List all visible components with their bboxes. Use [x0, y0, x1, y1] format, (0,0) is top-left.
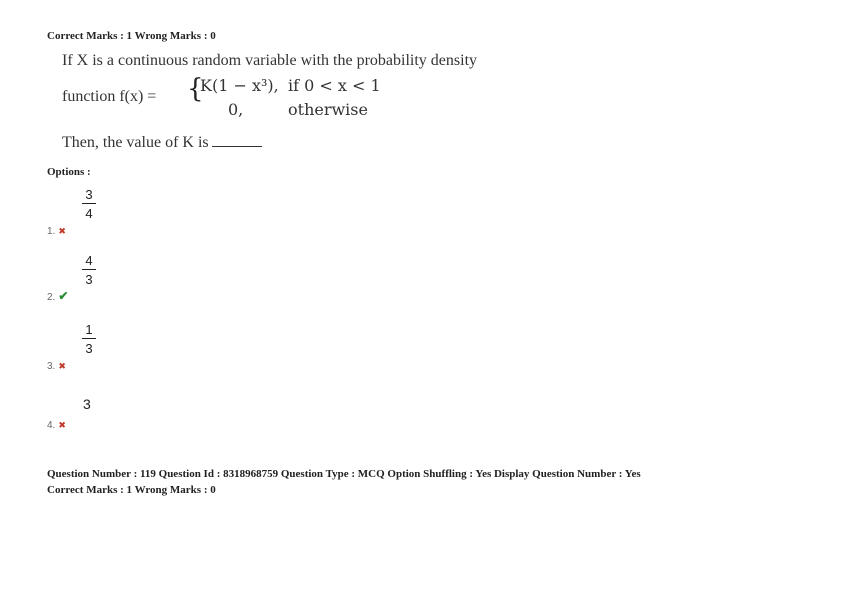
question-then-line — [62, 134, 262, 152]
option-1-number: 1. — [47, 226, 56, 237]
option-3-numerator: 1 — [85, 322, 93, 337]
marks-footer: Correct Marks : 1 Wrong Marks : 0 — [47, 484, 216, 496]
fraction-bar — [82, 203, 96, 204]
option-2-denominator: 3 — [85, 272, 93, 287]
piecewise-brace: { — [187, 74, 204, 104]
options-label: Options : — [47, 166, 91, 178]
case-1-expression: K(1 − x³), — [200, 76, 279, 95]
question-line-1: If X is a continuous random variable with the probability density — [62, 52, 478, 69]
option-4-value: 3 — [83, 396, 91, 412]
case-2-condition: otherwise — [288, 100, 368, 119]
then-text: Then, the value of K is — [62, 134, 209, 151]
cross-icon: ✖ — [58, 226, 66, 236]
option-1-numerator: 3 — [85, 187, 93, 202]
case-2-expression: 0, — [228, 100, 244, 119]
option-4-number: 4. — [47, 420, 56, 431]
option-3-fraction — [82, 322, 96, 356]
option-1-fraction — [82, 187, 96, 221]
marks-header: Correct Marks : 1 Wrong Marks : 0 — [47, 30, 216, 42]
cross-icon: ✖ — [58, 361, 66, 371]
check-icon: ✔ — [58, 289, 69, 303]
fraction-bar — [82, 338, 96, 339]
cross-icon: ✖ — [58, 420, 66, 430]
option-1[interactable] — [47, 221, 66, 239]
option-2-number: 2. — [47, 292, 56, 303]
option-2[interactable] — [47, 287, 68, 305]
option-3-denominator: 3 — [85, 341, 93, 356]
question-info-line: Question Number : 119 Question Id : 8318968759 Question Type : MCQ Option Shuffling : Yes Display Question Number : Yes — [47, 468, 641, 480]
option-2-fraction — [82, 253, 96, 287]
case-1-condition: if 0 < x < 1 — [288, 76, 381, 95]
option-3-number: 3. — [47, 361, 56, 372]
option-2-numerator: 4 — [85, 253, 93, 268]
function-label: function f(x) = — [62, 88, 157, 105]
option-4[interactable] — [47, 415, 66, 433]
fraction-bar — [82, 269, 96, 270]
answer-blank — [212, 146, 262, 147]
option-1-denominator: 4 — [85, 206, 93, 221]
option-3[interactable] — [47, 356, 66, 374]
